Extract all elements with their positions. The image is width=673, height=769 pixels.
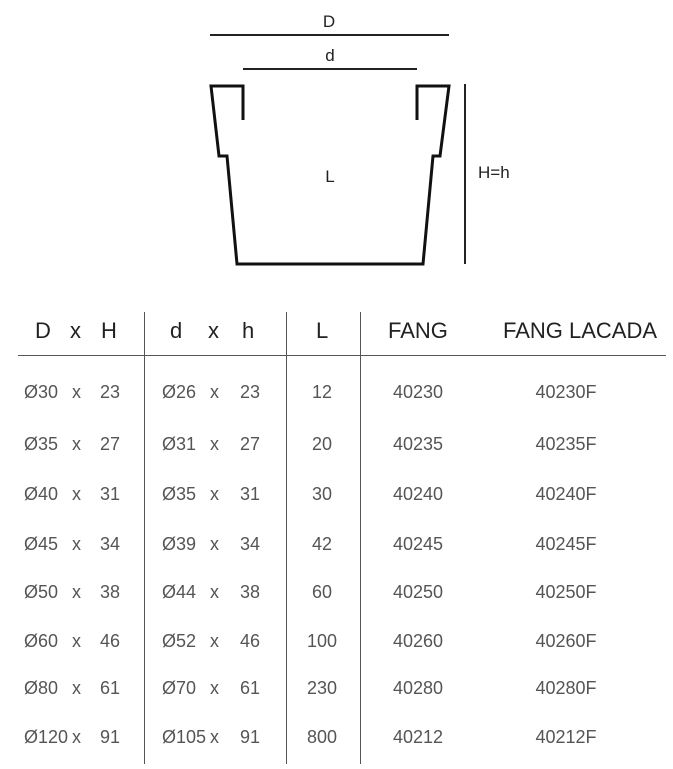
cell-x2: x bbox=[210, 582, 219, 602]
header-H: H bbox=[101, 318, 117, 343]
cell-h: 23 bbox=[240, 382, 261, 402]
cell-x1: x bbox=[72, 382, 81, 402]
capacity-label: L bbox=[325, 167, 335, 186]
cell-D: Ø120 bbox=[24, 727, 69, 747]
cell-H: 46 bbox=[100, 631, 121, 651]
cell-D: Ø30 bbox=[24, 382, 59, 402]
header-L: L bbox=[316, 318, 329, 343]
cell-x2: x bbox=[210, 534, 219, 554]
cell-D: Ø45 bbox=[24, 534, 59, 554]
cell-d: Ø35 bbox=[162, 484, 197, 504]
cell-D: Ø80 bbox=[24, 678, 59, 698]
cell-d: Ø70 bbox=[162, 678, 197, 698]
cell-d: Ø105 bbox=[162, 727, 207, 747]
cell-L: 60 bbox=[311, 582, 333, 602]
cell-L: 42 bbox=[311, 534, 333, 554]
cell-h: 46 bbox=[240, 631, 261, 651]
cell-fang: 40260 bbox=[392, 631, 444, 651]
cell-x2: x bbox=[210, 484, 219, 504]
header-fang-lacada: FANG LACADA bbox=[503, 318, 658, 343]
cell-h: 61 bbox=[240, 678, 261, 698]
cell-x1: x bbox=[72, 631, 81, 651]
height-label: H=h bbox=[478, 163, 510, 182]
cell-h: 31 bbox=[240, 484, 261, 504]
cell-D: Ø35 bbox=[24, 434, 59, 454]
cell-H: 91 bbox=[100, 727, 121, 747]
cell-D: Ø40 bbox=[24, 484, 59, 504]
header-divider bbox=[18, 355, 666, 356]
cell-L: 20 bbox=[311, 434, 333, 454]
inner-diameter-label: d bbox=[325, 46, 335, 65]
cell-h: 34 bbox=[240, 534, 261, 554]
cell-x2: x bbox=[210, 631, 219, 651]
header-x2: x bbox=[208, 318, 219, 343]
cell-fang: 40240 bbox=[392, 484, 444, 504]
cell-x1: x bbox=[72, 582, 81, 602]
cell-d: Ø26 bbox=[162, 382, 197, 402]
cell-x2: x bbox=[210, 382, 219, 402]
cell-d: Ø52 bbox=[162, 631, 197, 651]
cell-lacada: 40260F bbox=[535, 631, 597, 651]
cell-h: 27 bbox=[240, 434, 261, 454]
cell-h: 38 bbox=[240, 582, 261, 602]
cell-lacada: 40250F bbox=[535, 582, 597, 602]
cell-fang: 40235 bbox=[392, 434, 444, 454]
header-fang: FANG bbox=[388, 318, 448, 343]
cell-L: 30 bbox=[311, 484, 333, 504]
cell-d: Ø31 bbox=[162, 434, 197, 454]
cell-H: 34 bbox=[100, 534, 121, 554]
column-divider-1 bbox=[144, 312, 145, 764]
cell-D: Ø60 bbox=[24, 631, 59, 651]
cell-x2: x bbox=[210, 678, 219, 698]
outer-diameter-label: D bbox=[322, 12, 336, 31]
cell-lacada: 40230F bbox=[535, 382, 597, 402]
cell-L: 12 bbox=[311, 382, 333, 402]
cell-H: 23 bbox=[100, 382, 121, 402]
cell-x1: x bbox=[72, 534, 81, 554]
cell-x2: x bbox=[210, 434, 219, 454]
cell-D: Ø50 bbox=[24, 582, 59, 602]
cell-fang: 40230 bbox=[392, 382, 444, 402]
pot-dimension-diagram bbox=[0, 0, 673, 300]
cell-H: 31 bbox=[100, 484, 121, 504]
cell-x1: x bbox=[72, 727, 81, 747]
cell-fang: 40280 bbox=[392, 678, 444, 698]
cell-x1: x bbox=[72, 484, 81, 504]
cell-lacada: 40212F bbox=[535, 727, 597, 747]
cell-L: 800 bbox=[306, 727, 338, 747]
header-x1: x bbox=[70, 318, 81, 343]
cell-L: 230 bbox=[306, 678, 338, 698]
cell-lacada: 40280F bbox=[535, 678, 597, 698]
cell-H: 38 bbox=[100, 582, 121, 602]
cell-H: 61 bbox=[100, 678, 121, 698]
cell-H: 27 bbox=[100, 434, 121, 454]
header-D: D bbox=[35, 318, 51, 343]
cell-x2: x bbox=[210, 727, 219, 747]
cell-lacada: 40235F bbox=[535, 434, 597, 454]
cell-x1: x bbox=[72, 434, 81, 454]
cell-L: 100 bbox=[306, 631, 338, 651]
cell-d: Ø44 bbox=[162, 582, 197, 602]
cell-d: Ø39 bbox=[162, 534, 197, 554]
cell-h: 91 bbox=[240, 727, 261, 747]
cell-lacada: 40240F bbox=[535, 484, 597, 504]
cell-x1: x bbox=[72, 678, 81, 698]
cell-lacada: 40245F bbox=[535, 534, 597, 554]
cell-fang: 40212 bbox=[392, 727, 444, 747]
header-h: h bbox=[242, 318, 255, 343]
cell-fang: 40250 bbox=[392, 582, 444, 602]
header-d: d bbox=[170, 318, 183, 343]
cell-fang: 40245 bbox=[392, 534, 444, 554]
